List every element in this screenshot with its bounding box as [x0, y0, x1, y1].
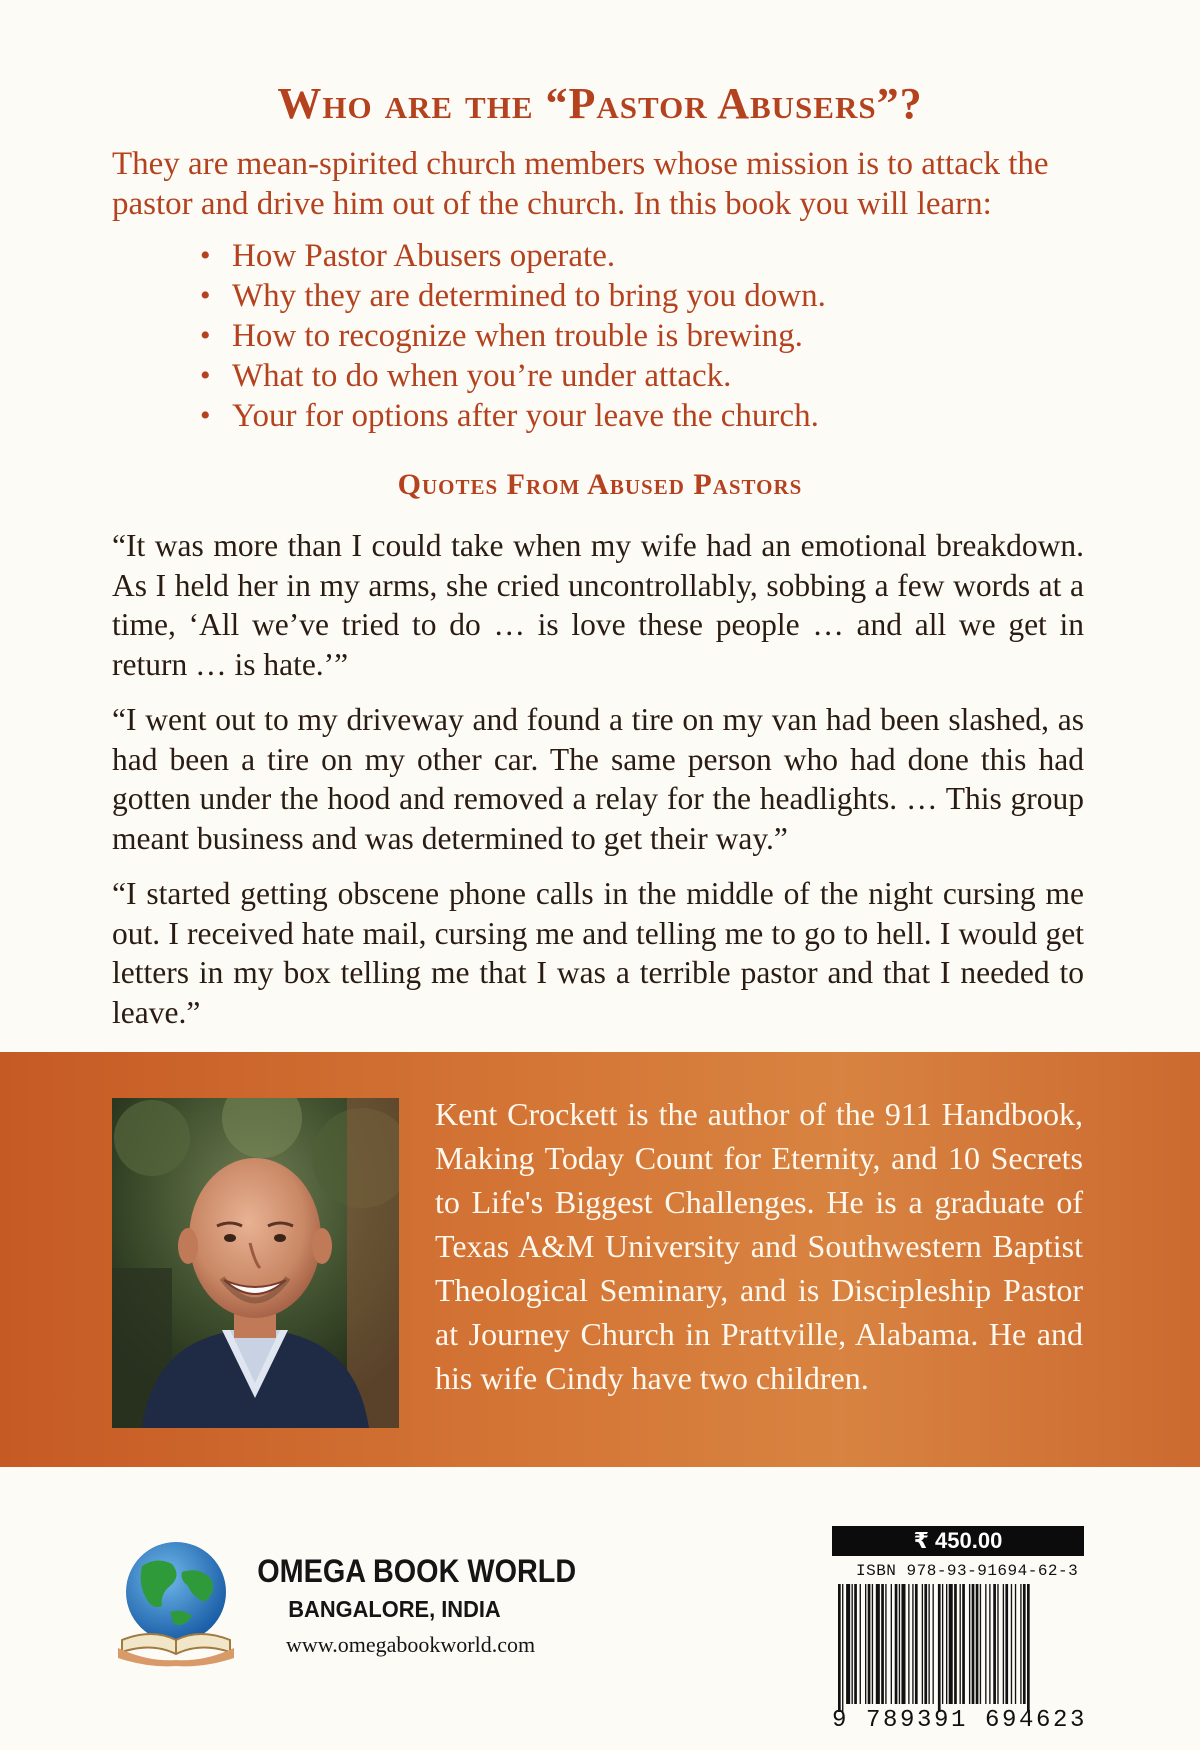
list-item-text: Why they are determined to bring you down.: [232, 278, 826, 314]
barcode-bar: [1011, 1584, 1012, 1704]
barcode-bar: [872, 1584, 873, 1704]
barcode-bar: [1015, 1584, 1016, 1704]
barcode-bar: [1005, 1584, 1008, 1704]
barcode-bar: [860, 1584, 861, 1704]
pastor-quote: “It was more than I could take when my wife had an emotional breakdown. As I held her in my arms, she cried uncontrollably, sobbing a few words at a time, ‘All we’ve tried to do … is love these people … and all we get in return … is hate.’”: [112, 528, 1084, 682]
barcode-bar: [922, 1584, 923, 1704]
bullet-icon: •: [200, 399, 211, 432]
barcode-bar: [972, 1584, 975, 1704]
author-photo: [112, 1098, 399, 1428]
barcode-bar: [1027, 1584, 1030, 1712]
barcode-block: [832, 1526, 1088, 1736]
barcode-bar: [997, 1584, 998, 1704]
barcode-bar: [901, 1584, 905, 1704]
bullet-icon: •: [200, 279, 211, 312]
barcode-bar: [846, 1584, 850, 1704]
barcode-bar: [946, 1584, 947, 1704]
barcode-bar: [838, 1584, 841, 1712]
bullet-icon: •: [200, 239, 211, 272]
bullet-icon: •: [200, 319, 211, 352]
barcode-bar: [976, 1584, 979, 1704]
list-item-text: How Pastor Abusers operate.: [232, 238, 616, 274]
barcode-bar: [938, 1584, 941, 1712]
barcode-icon: [832, 1584, 1084, 1712]
barcode-bar: [969, 1584, 970, 1704]
barcode-bar: [924, 1584, 927, 1704]
publisher-logo: [112, 1536, 240, 1668]
pastor-quote: “I started getting obscene phone calls in the middle of the night cursing me out. I received hate mail, cursing me and telling me to go to hell. I would get letters in my box telling me that I was a terrible pastor and that I needed to leave.”: [112, 876, 1084, 1030]
publisher-website[interactable]: www.omegabookworld.com: [286, 1632, 536, 1657]
bullet-icon: •: [200, 359, 211, 392]
barcode-bar: [985, 1584, 986, 1704]
barcode-bar: [865, 1584, 866, 1704]
list-item: [196, 356, 826, 396]
barcode-bar: [908, 1584, 909, 1704]
barcode-bar: [842, 1584, 843, 1712]
barcode-bar: [949, 1584, 953, 1704]
list-item-text: What to do when you’re under attack.: [232, 358, 732, 394]
barcode-bar: [854, 1584, 857, 1704]
pastor-quote: “I went out to my driveway and found a tire on my van had been slashed, as had been a tire on my other car. The same person who had done this had gotten under the hood and removed a relay for the headlights. … This group meant business and was determined to get their way.”: [112, 702, 1084, 856]
barcode-bar: [891, 1584, 892, 1704]
intro-paragraph: They are mean-spirited church members whose mission is to attack the pastor and drive him out of the church. In this book you will learn:: [112, 146, 1049, 222]
barcode-bar: [899, 1584, 900, 1704]
barcode-bar: [993, 1584, 996, 1704]
list-item: [196, 236, 826, 276]
barcode-bar: [868, 1584, 871, 1704]
barcode-bar: [989, 1584, 990, 1704]
barcode-bar: [912, 1584, 913, 1704]
barcode-bar: [876, 1584, 880, 1704]
quotes-heading: Quotes From Abused Pastors: [397, 468, 803, 501]
learning-points-list: [196, 236, 826, 436]
globe-book-icon: [112, 1536, 240, 1668]
barcode-bar: [962, 1584, 965, 1704]
barcode-bar: [933, 1584, 934, 1704]
barcode-bar: [928, 1584, 929, 1704]
barcode-bar: [895, 1584, 898, 1704]
barcode-bar: [885, 1584, 886, 1704]
list-item-text: How to recognize when trouble is brewing.: [232, 318, 803, 354]
list-item: [196, 276, 826, 316]
publisher-name: OMEGA BOOK WORLD: [257, 1553, 577, 1589]
publisher-city: BANGALORE, INDIA: [288, 1596, 501, 1622]
author-bio: Kent Crockett is the author of the 911 Handbook, Making Today Count for Eternity, and 10 Secrets to Life's Biggest Challenges. He is a graduate of Texas A&M University and Southwestern Baptist Theological Seminary, and is Discipleship Pastor at Journey Church in Prattville, Alabama. He and his wife Cindy have two children.: [435, 1096, 1083, 1396]
list-item-text: Your for options after your leave the church.: [232, 398, 819, 434]
price-label: ₹ 450.00: [832, 1526, 1084, 1556]
barcode-bar: [960, 1584, 961, 1704]
barcode-bar: [915, 1584, 918, 1704]
isbn-label: ISBN 978-93-91694-62-3: [856, 1562, 1079, 1580]
barcode-bar: [954, 1584, 957, 1704]
list-item: [196, 316, 826, 356]
barcode-bar: [1020, 1584, 1021, 1704]
barcode-bar: [942, 1584, 943, 1704]
main-heading: Who are the “Pastor Abusers”?: [277, 79, 923, 128]
list-item: [196, 396, 826, 436]
barcode-digits: 9 789391 694623: [832, 1707, 1088, 1734]
barcode-bar: [1003, 1584, 1004, 1704]
barcode-bar: [852, 1584, 853, 1704]
author-portrait-icon: [112, 1098, 399, 1428]
barcode-bar: [980, 1584, 981, 1704]
barcode-bar: [1023, 1584, 1026, 1704]
barcode-bar: [881, 1584, 884, 1704]
author-section: [0, 1052, 1200, 1467]
